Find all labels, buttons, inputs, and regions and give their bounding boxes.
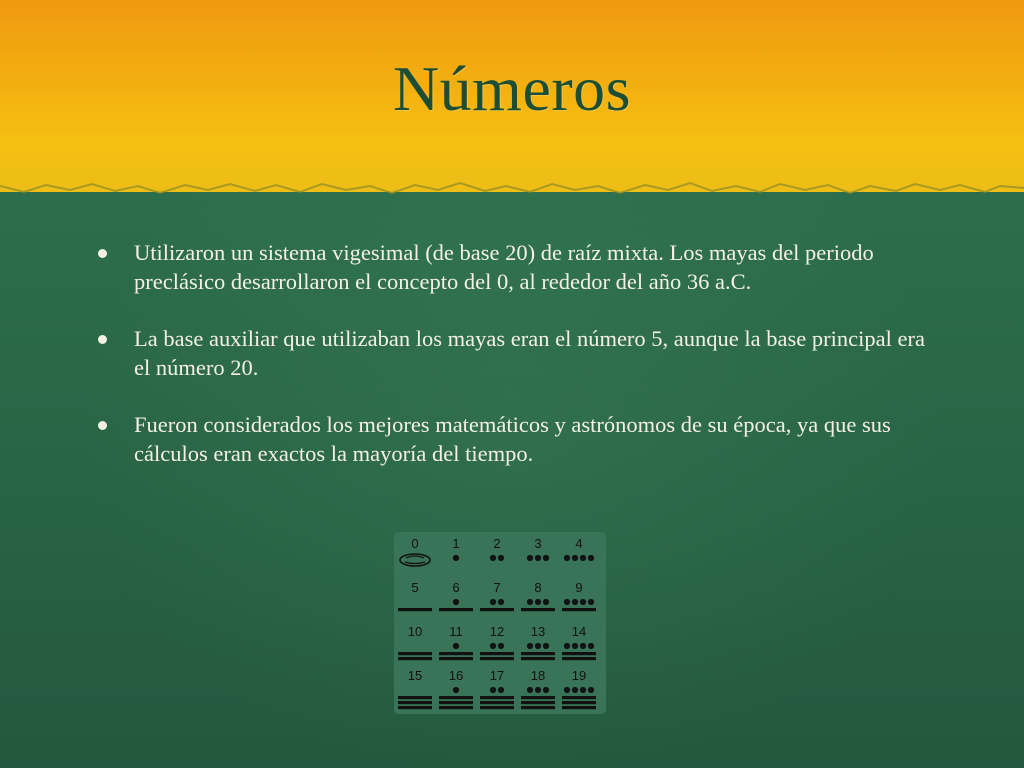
numeral-label: 11	[449, 624, 463, 639]
numeral-dot	[588, 643, 594, 649]
maya-numeral	[521, 580, 555, 611]
numeral-dot	[498, 643, 504, 649]
numeral-label: 0	[411, 536, 419, 551]
numeral-dot	[498, 555, 504, 561]
bullet-item	[96, 238, 936, 296]
numeral-bar	[521, 696, 555, 699]
numeral-dot	[490, 555, 496, 561]
numeral-label: 3	[534, 536, 542, 551]
slide-title: Números	[392, 53, 632, 124]
bullet-text: Utilizaron un sistema vigesimal (de base 20) de raíz mixta. Los mayas del periodo preclásico desarrollaron el concepto del 0, al rededor del año 36 a.C.	[134, 240, 874, 294]
maya-numeral	[439, 668, 473, 709]
numeral-dot	[572, 599, 578, 605]
numeral-bar	[480, 696, 514, 699]
numeral-label: 18	[530, 668, 546, 683]
bullet-dot-icon	[98, 421, 107, 430]
maya-numeral	[398, 668, 432, 709]
maya-numeral	[439, 624, 473, 660]
numeral-dot	[498, 599, 504, 605]
maya-numeral	[480, 668, 514, 709]
numeral-dot	[490, 643, 496, 649]
numeral-dot	[453, 643, 459, 649]
numeral-bar	[521, 608, 555, 611]
numeral-dot	[543, 687, 549, 693]
numeral-bar	[562, 706, 596, 709]
numeral-dot	[588, 555, 594, 561]
maya-numeral	[480, 580, 514, 611]
numeral-bar	[439, 657, 473, 660]
numeral-dot	[580, 687, 586, 693]
numeral-bar	[480, 652, 514, 655]
numeral-dot	[498, 687, 504, 693]
numeral-label: 4	[575, 536, 583, 551]
numeral-bar	[398, 706, 432, 709]
numeral-dot	[543, 599, 549, 605]
bullet-list	[96, 238, 936, 496]
numeral-dot	[527, 643, 533, 649]
bullet-dot-icon	[98, 249, 107, 258]
numeral-label: 16	[448, 668, 464, 683]
shell-icon	[400, 554, 430, 566]
numeral-bar	[562, 657, 596, 660]
maya-numeral	[490, 536, 504, 561]
numeral-label: 8	[534, 580, 542, 595]
numeral-label: 19	[571, 668, 587, 683]
numeral-bar	[439, 608, 473, 611]
numeral-dot	[564, 687, 570, 693]
maya-numeral	[521, 624, 555, 660]
numeral-dot	[543, 643, 549, 649]
maya-numeral	[480, 624, 514, 660]
numeral-dot	[564, 643, 570, 649]
numeral-dot	[572, 555, 578, 561]
numeral-dot	[535, 643, 541, 649]
numeral-dot	[535, 599, 541, 605]
numeral-bar	[398, 657, 432, 660]
bullet-item	[96, 324, 936, 382]
numeral-dot	[543, 555, 549, 561]
numeral-label: 17	[489, 668, 505, 683]
numeral-dot	[453, 599, 459, 605]
numeral-bar	[521, 701, 555, 704]
maya-numeral	[398, 624, 432, 660]
numeral-bar	[480, 608, 514, 611]
numeral-bar	[439, 706, 473, 709]
numeral-dot	[580, 643, 586, 649]
numeral-bar	[521, 652, 555, 655]
maya-numeral	[562, 668, 596, 709]
numeral-bar	[562, 608, 596, 611]
numeral-dot	[588, 599, 594, 605]
numeral-dot	[564, 555, 570, 561]
numeral-dot	[572, 687, 578, 693]
numeral-bar	[480, 657, 514, 660]
numeral-bar	[562, 701, 596, 704]
numeral-label: 14	[571, 624, 587, 639]
maya-numeral	[527, 536, 549, 561]
numeral-dot	[453, 687, 459, 693]
numeral-bar	[439, 652, 473, 655]
numeral-label: 1	[452, 536, 460, 551]
numeral-bar	[398, 696, 432, 699]
numeral-label: 15	[407, 668, 423, 683]
numeral-bar	[521, 657, 555, 660]
numeral-bar	[398, 652, 432, 655]
numeral-bar	[480, 706, 514, 709]
maya-numerals-figure	[394, 532, 606, 714]
maya-numeral	[452, 536, 459, 561]
maya-numeral	[521, 668, 555, 709]
numeral-label: 2	[493, 536, 501, 551]
numeral-bar	[480, 701, 514, 704]
numeral-dot	[490, 599, 496, 605]
numeral-label: 9	[575, 580, 583, 595]
maya-numeral	[439, 580, 473, 611]
bullet-item	[96, 410, 936, 468]
numeral-dot	[490, 687, 496, 693]
numeral-label: 7	[493, 580, 501, 595]
numeral-dot	[535, 687, 541, 693]
numeral-bar	[562, 696, 596, 699]
torn-edge	[0, 168, 1024, 202]
numeral-dot	[527, 599, 533, 605]
numeral-label: 13	[530, 624, 546, 639]
numeral-label: 10	[407, 624, 423, 639]
numeral-bar	[398, 608, 432, 611]
numeral-dot	[527, 555, 533, 561]
maya-numeral	[398, 580, 432, 611]
bullet-dot-icon	[98, 335, 107, 344]
numeral-dot	[535, 555, 541, 561]
numeral-dot	[564, 599, 570, 605]
maya-numeral	[562, 580, 596, 611]
maya-numeral	[564, 536, 594, 561]
numeral-dot	[572, 643, 578, 649]
numeral-dot	[527, 687, 533, 693]
numeral-bar	[521, 706, 555, 709]
numeral-dot	[453, 555, 459, 561]
numeral-dot	[588, 687, 594, 693]
numeral-bar	[562, 652, 596, 655]
maya-numerals-grid	[394, 532, 606, 714]
numeral-bar	[398, 701, 432, 704]
bullet-text: La base auxiliar que utilizaban los mayas eran el número 5, aunque la base principal era el número 20.	[134, 326, 925, 380]
maya-numeral	[562, 624, 596, 660]
bullet-text: Fueron considerados los mejores matemáticos y astrónomos de su época, ya que sus cálculos eran exactos la mayoría del tiempo.	[134, 412, 891, 466]
numeral-bar	[439, 701, 473, 704]
numeral-label: 6	[452, 580, 460, 595]
numeral-dot	[580, 599, 586, 605]
numeral-label: 12	[489, 624, 505, 639]
numeral-label: 5	[411, 580, 419, 595]
numeral-dot	[580, 555, 586, 561]
maya-numeral	[400, 536, 430, 566]
numeral-bar	[439, 696, 473, 699]
